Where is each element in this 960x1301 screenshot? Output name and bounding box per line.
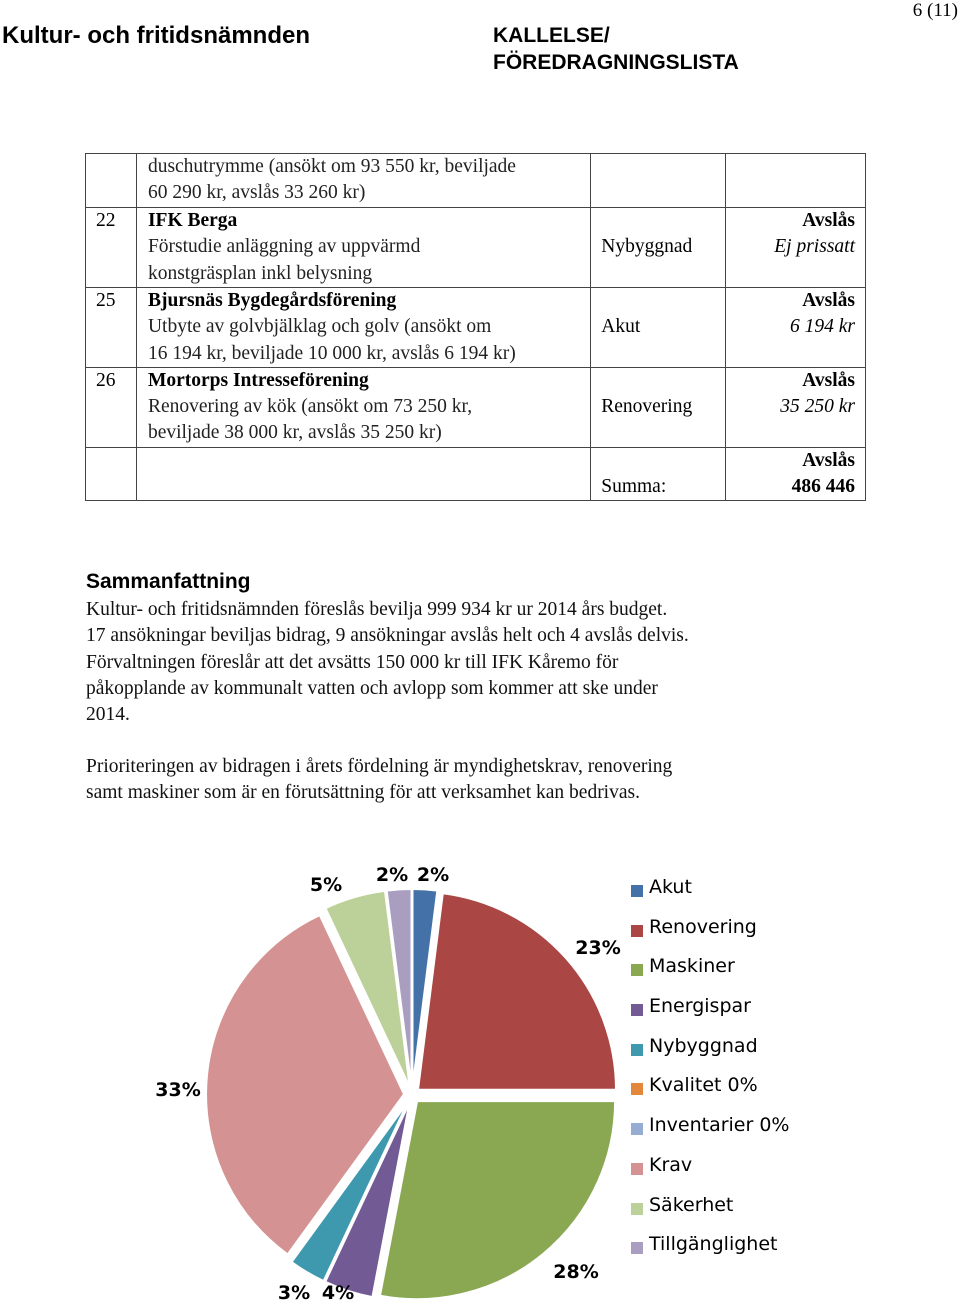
row-number: 26 bbox=[86, 367, 137, 447]
legend-swatch bbox=[631, 925, 643, 937]
legend-item bbox=[631, 1074, 790, 1114]
legend-item bbox=[631, 916, 790, 956]
committee-name: Kultur- och fritidsnämnden bbox=[2, 22, 310, 49]
legend-item bbox=[631, 1035, 790, 1075]
chart-legend bbox=[631, 876, 790, 1273]
summary-paragraph-1 bbox=[86, 597, 886, 728]
page-number: 6 (11) bbox=[912, 0, 958, 21]
row-description bbox=[136, 367, 590, 447]
pie-data-label: 5% bbox=[309, 874, 343, 896]
table-row bbox=[86, 288, 866, 368]
row-number bbox=[86, 447, 137, 501]
pie-data-label: 3% bbox=[277, 1282, 311, 1301]
legend-item bbox=[631, 1233, 790, 1273]
row-description bbox=[136, 447, 590, 501]
legend-label: Säkerhet bbox=[649, 1193, 734, 1216]
row-decision bbox=[726, 208, 866, 288]
decision-label: Avslås bbox=[802, 449, 855, 471]
description-line: konstgräsplan inkl belysning bbox=[147, 262, 373, 284]
row-description bbox=[136, 288, 590, 368]
description-line: 16 194 kr, beviljade 10 000 kr, avslås 6 194 kr) bbox=[147, 342, 516, 364]
pie-data-label: 33% bbox=[155, 1079, 201, 1101]
decision-label: Avslås bbox=[802, 369, 855, 391]
text-line: 2014. bbox=[86, 704, 130, 726]
decision-amount: Ej prissatt bbox=[774, 236, 855, 258]
document-type-line-1: KALLELSE/ bbox=[493, 24, 610, 47]
pie-data-label: 23% bbox=[575, 937, 621, 959]
type-label: Akut bbox=[601, 316, 641, 338]
row-type bbox=[591, 367, 726, 447]
total-label: Summa: bbox=[601, 476, 667, 498]
description-line: beviljade 38 000 kr, avslås 35 250 kr) bbox=[147, 422, 442, 444]
text-line: Kultur- och fritidsnämnden föreslås bevilja 999 934 kr ur 2014 års budget. bbox=[86, 599, 668, 620]
row-description bbox=[136, 208, 590, 288]
document-type bbox=[493, 22, 739, 76]
legend-label: Maskiner bbox=[649, 955, 735, 978]
pie-data-label: 2% bbox=[416, 864, 450, 886]
text-line: påkopplande av kommunalt vatten och avlopp som kommer att ske under bbox=[86, 677, 658, 699]
legend-label: Inventarier 0% bbox=[649, 1114, 790, 1137]
table-row bbox=[86, 154, 866, 208]
legend-swatch bbox=[631, 1004, 643, 1016]
text-line: samt maskiner som är en förutsättning för att verksamhet kan bedrivas. bbox=[86, 782, 640, 804]
legend-label: Krav bbox=[649, 1153, 693, 1176]
legend-swatch bbox=[631, 1083, 643, 1095]
legend-swatch bbox=[631, 964, 643, 976]
type-label: Nybyggnad bbox=[601, 236, 693, 258]
decision-amount: 6 194 kr bbox=[790, 316, 855, 338]
pie-slice-renovering bbox=[418, 893, 616, 1089]
row-decision bbox=[726, 447, 866, 501]
pie-chart bbox=[0, 840, 960, 1301]
text-line: Förvaltningen föreslår att det avsätts 150 000 kr till IFK Kåremo för bbox=[86, 651, 619, 673]
legend-swatch bbox=[631, 1123, 643, 1135]
legend-label: Energispar bbox=[649, 995, 751, 1018]
row-number bbox=[86, 154, 137, 208]
pie-data-label: 2% bbox=[375, 864, 409, 886]
table-row bbox=[86, 208, 866, 288]
description-line: Förstudie anläggning av uppvärmd bbox=[147, 236, 421, 258]
legend-swatch bbox=[631, 1044, 643, 1056]
legend-item bbox=[631, 1114, 790, 1154]
decision-label: Avslås bbox=[802, 210, 855, 231]
grants-table bbox=[85, 153, 866, 501]
row-decision bbox=[726, 288, 866, 368]
row-number: 25 bbox=[86, 288, 137, 368]
summary-title: Sammanfattning bbox=[86, 570, 251, 593]
legend-item bbox=[631, 995, 790, 1035]
legend-item bbox=[631, 1194, 790, 1234]
description-line: 60 290 kr, avslås 33 260 kr) bbox=[147, 182, 366, 204]
pie-data-label: 28% bbox=[553, 1261, 599, 1283]
text-line: 17 ansökningar beviljas bidrag, 9 ansökningar avslås helt och 4 avslås delvis. bbox=[86, 625, 689, 647]
description-line: Utbyte av golvbjälklag och golv (ansökt om bbox=[147, 316, 492, 338]
decision-amount: 35 250 kr bbox=[780, 396, 855, 418]
row-number: 22 bbox=[86, 208, 137, 288]
legend-swatch bbox=[631, 1203, 643, 1215]
row-type bbox=[591, 288, 726, 368]
document-type-line-2: FÖREDRAGNINGSLISTA bbox=[493, 51, 739, 74]
applicant-name: Mortorps Intresseförening bbox=[147, 369, 369, 391]
row-type bbox=[591, 154, 726, 208]
total-amount: 486 446 bbox=[791, 476, 855, 498]
text-line: Prioriteringen av bidragen i årets fördelning är myndighetskrav, renovering bbox=[86, 756, 673, 777]
description-line: duschutrymme (ansökt om 93 550 kr, beviljade bbox=[147, 156, 516, 177]
row-decision bbox=[726, 154, 866, 208]
legend-label: Akut bbox=[649, 876, 692, 898]
legend-item bbox=[631, 955, 790, 995]
legend-swatch bbox=[631, 1242, 643, 1254]
summary-paragraph-2 bbox=[86, 754, 886, 807]
description-line: Renovering av kök (ansökt om 73 250 kr, bbox=[147, 396, 473, 418]
decision-label: Avslås bbox=[802, 290, 855, 311]
legend-item bbox=[631, 1154, 790, 1194]
legend-label: Kvalitet 0% bbox=[649, 1074, 758, 1097]
legend-label: Renovering bbox=[649, 915, 757, 938]
type-label: Renovering bbox=[601, 396, 693, 418]
row-decision bbox=[726, 367, 866, 447]
legend-label: Tillgänglighet bbox=[649, 1233, 778, 1256]
legend-swatch bbox=[631, 1163, 643, 1175]
applicant-name: IFK Berga bbox=[147, 210, 238, 231]
pie-data-label: 4% bbox=[321, 1282, 355, 1301]
row-type bbox=[591, 208, 726, 288]
applicant-name: Bjursnäs Bygdegårdsförening bbox=[147, 290, 397, 311]
table-total-row bbox=[86, 447, 866, 501]
legend-swatch bbox=[631, 885, 643, 897]
legend-item bbox=[631, 876, 790, 916]
row-type bbox=[591, 447, 726, 501]
legend-label: Nybyggnad bbox=[649, 1034, 758, 1057]
row-description bbox=[136, 154, 590, 208]
table-row bbox=[86, 367, 866, 447]
